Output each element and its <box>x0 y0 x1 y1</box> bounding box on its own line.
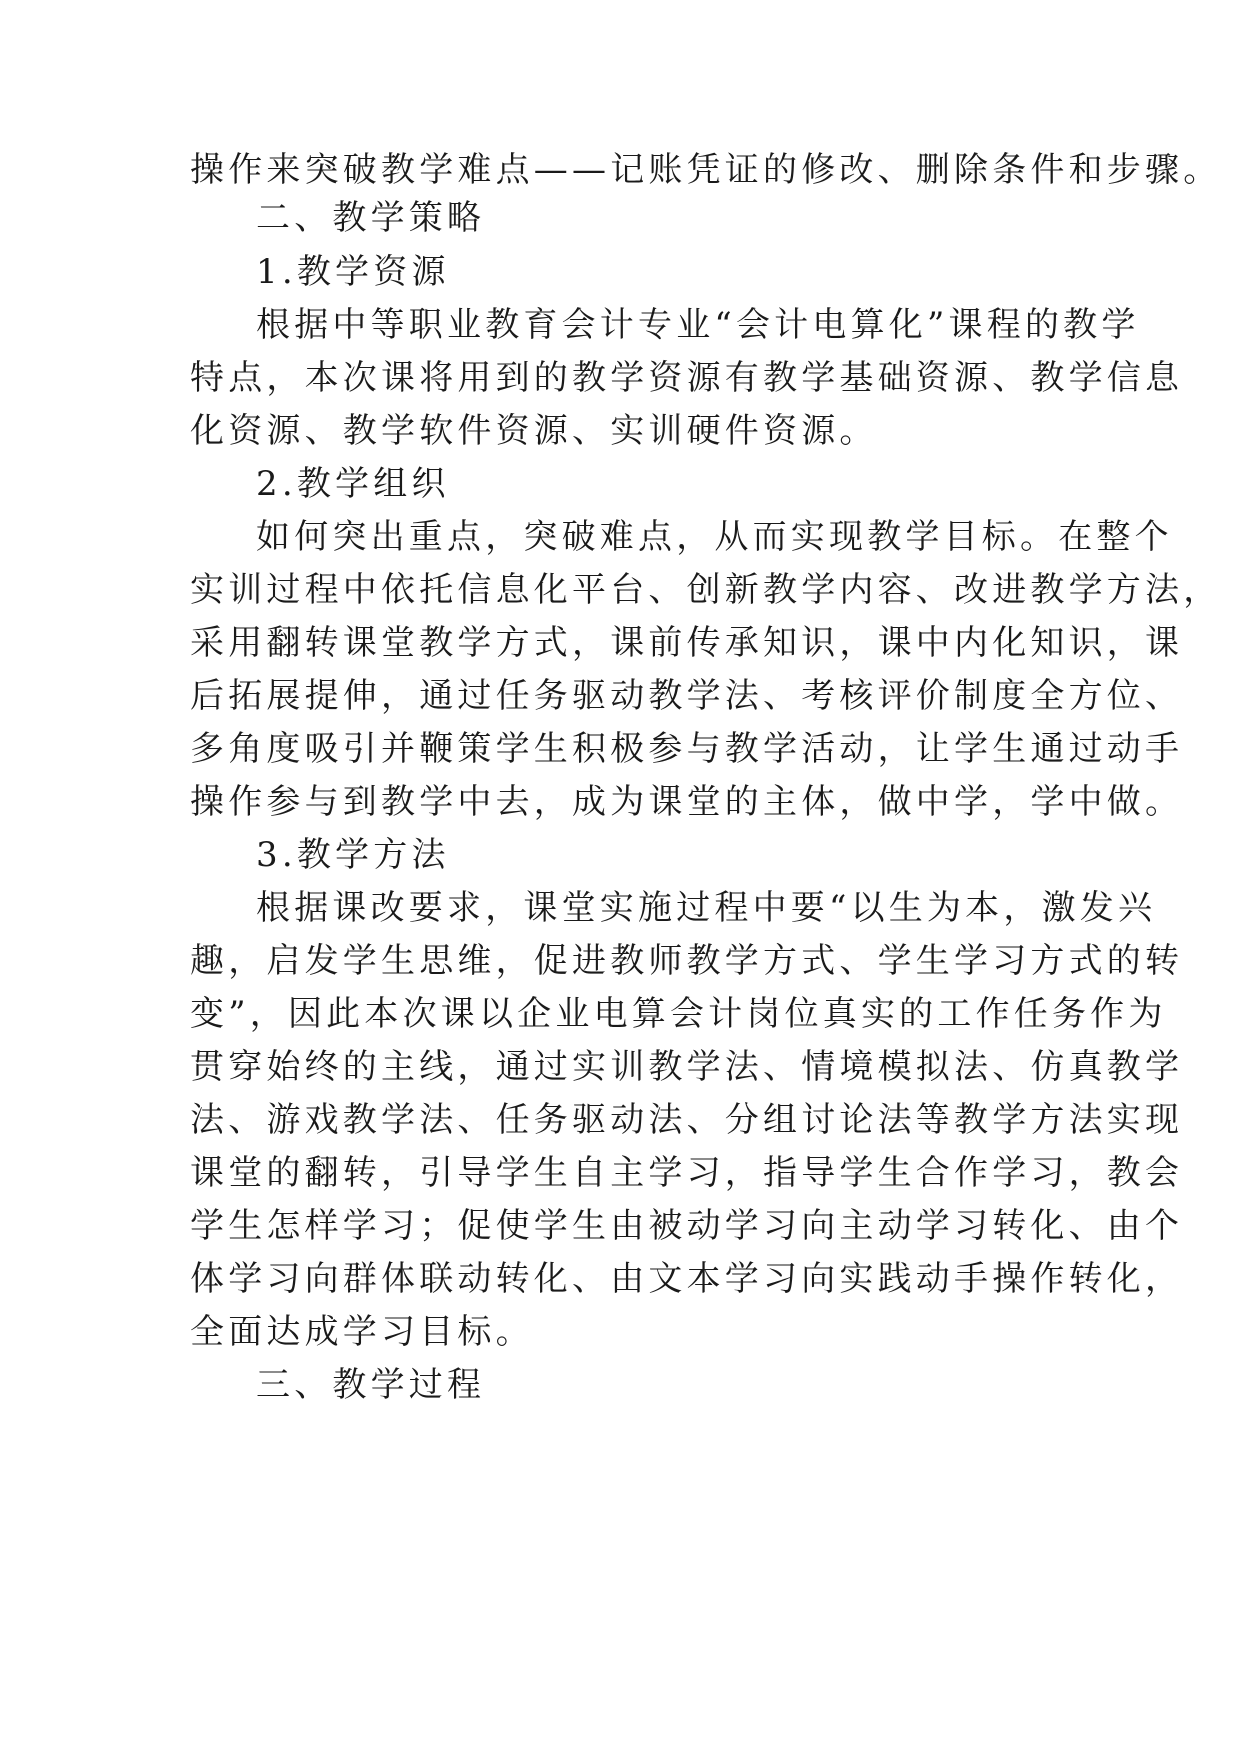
paragraph-line: 全面达成学习目标。 <box>190 1312 534 1352</box>
paragraph-line: 多角度吸引并鞭策学生积极参与教学活动，让学生通过动手 <box>190 729 1184 769</box>
paragraph-line: 根据中等职业教育会计专业“会计电算化”课程的教学 <box>256 305 1140 345</box>
paragraph-line: 法、游戏教学法、任务驱动法、分组讨论法等教学方法实现 <box>190 1100 1184 1140</box>
section-heading: 三、教学过程 <box>256 1365 486 1405</box>
paragraph-line: 变”，因此本次课以企业电算会计岗位真实的工作任务作为 <box>190 994 1167 1034</box>
section-heading: 二、教学策略 <box>256 198 486 238</box>
paragraph-line: 体学习向群体联动转化、由文本学习向实践动手操作转化， <box>190 1259 1184 1299</box>
paragraph-line: 特点，本次课将用到的教学资源有教学基础资源、教学信息 <box>190 358 1184 398</box>
paragraph-line: 操作来突破教学难点——记账凭证的修改、删除条件和步骤。 <box>190 150 1222 190</box>
paragraph-line: 趣，启发学生思维，促进教师教学方式、学生学习方式的转 <box>190 941 1184 981</box>
subsection-heading: 2.教学组织 <box>256 464 450 504</box>
paragraph-line: 学生怎样学习；促使学生由被动学习向主动学习转化、由个 <box>190 1206 1184 1246</box>
paragraph-line: 后拓展提伸，通过任务驱动教学法、考核评价制度全方位、 <box>190 676 1184 716</box>
paragraph-line: 课堂的翻转，引导学生自主学习，指导学生合作学习，教会 <box>190 1153 1184 1193</box>
subsection-heading: 3.教学方法 <box>256 835 450 875</box>
paragraph-line: 采用翻转课堂教学方式，课前传承知识，课中内化知识，课 <box>190 623 1184 663</box>
subsection-heading: 1.教学资源 <box>256 252 450 292</box>
paragraph-line: 实训过程中依托信息化平台、创新教学内容、改进教学方法， <box>190 570 1222 610</box>
paragraph-line: 如何突出重点，突破难点，从而实现教学目标。在整个 <box>256 517 1173 557</box>
paragraph-line: 操作参与到教学中去，成为课堂的主体，做中学，学中做。 <box>190 782 1184 822</box>
paragraph-line: 化资源、教学软件资源、实训硬件资源。 <box>190 411 878 451</box>
paragraph-line: 根据课改要求，课堂实施过程中要“以生为本，激发兴 <box>256 888 1157 928</box>
paragraph-line: 贯穿始终的主线，通过实训教学法、情境模拟法、仿真教学 <box>190 1047 1184 1087</box>
